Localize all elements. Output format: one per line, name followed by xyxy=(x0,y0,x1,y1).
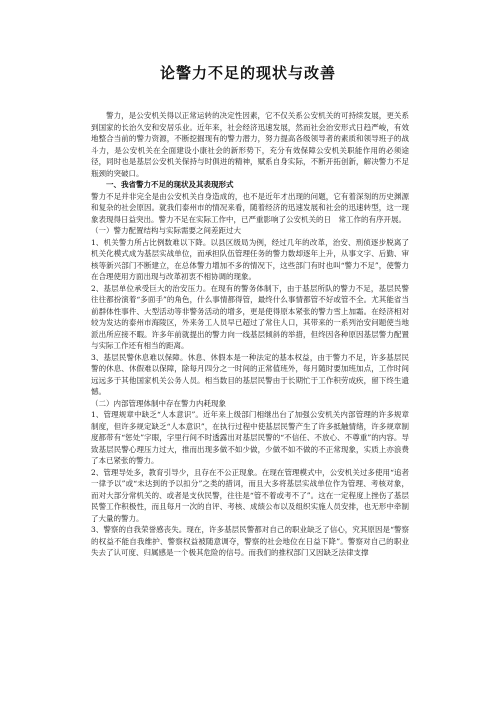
section-paragraph: 警力不足并非完全是由公安机关自身造成的，也不是近年才出现的问题，它有着深刻的历史渊源和复杂的社会原因。就我们泰州市的情况来看，随着经济的迅速发展和社会的迅速转型，这一现象表现得日益突出。警力不足在实际工作中，已严重影响了公安机关的日 常工作的有序开展。 xyxy=(91,191,409,224)
list-item: 1、机关警力所占比例数难以下降。以县区级局为例，经过几年的改革，治安、刑侦逐步脱离了机关化模式成为基层实战单位，而承担队伍管理任务的警力数却逐年上升，从事文字、后勤、审核等新兴部门不断建立，在总体警力增加不多的情况下，这些部门有时也叫“警力不足”，使警力在合理使用方面出现与改革初衷不相协调的现象。 xyxy=(91,237,409,281)
document-body xyxy=(91,110,409,559)
list-item: 1、管理规章中缺乏“人本意识”。近年来上级部门相继出台了加强公安机关内部管理的许多规章制度，但许多规定缺乏“人本意识”，在执行过程中使基层民警产生了许多抵触情绪，许多规章制度都带有“惩处”字眼，字里行间不时透露出对基层民警的“不信任、不放心、不尊重”的内容。导致基层民警心理压力过大，推而出现多做不如少做，少做不如不做的不正常现象，实质上亦浪费了本已紧张的警力。 xyxy=(91,410,409,465)
list-item: 3、基层民警休息难以保障。休息、休假本是一种法定的基本权益，由于警力不足，许多基层民警的休息、休假难以保障，除每月四分之一时间的正常值班外，每月随时要加班加点，工作时间远远多于其他国家机关公务人员。相当数目的基层民警由于长期忙于工作积劳成疾，留下终生遗憾。 xyxy=(91,352,409,396)
document-title: 论警力不足的现状与改善 xyxy=(159,64,336,82)
list-item: 2、基层单位承受巨大的治安压力。在现有的警务体制下，由于基层所队的警力不足，基层民警往往都扮演着“多面手”的角色，什么事情都得管，最终什么事情都管不好或管不全。尤其能省当前群体性事件、大型活动等非警务活动的增多，更是使得原本紧张的警力雪上加霜。在经济相对较为发达的泰州市海陵区，外来务工人员早已超过了常住人口，其带来的一系列治安问题使当地派出所应接不暇。许多年前就提出的警力向一线基层倾斜的举措，但终因各种原因基层警力配置与实际工作还有相当的距离。 xyxy=(91,283,409,350)
list-item: 2、管理导处多，教育引导少，且存在不公正现象。在现在管理模式中，公安机关过多使用“追者一律予以”或“未达到的予以扣分”之类的措词，而且大多将基层实战单位作为管理、考核对象，而对大部分常机关的、或者是支伙民警，往往是“管不着或考不了”。这在一定程度上挫伤了基层民警工作积极性，而且每月一次的自评、考核、成绩公布以及组织实施人员安排，也无形中牵制了大量的警力。 xyxy=(91,467,409,523)
intro-paragraph: 警力，是公安机关得以正常运转的决定性因素，它不仅关系公安机关的可持续发展，更关系到国家的长治久安和安居乐业。近年来，社会经济迅速发展，然而社会治安形式日趋严峻，有效地整合当前的警力资源，不断挖掘现有的警力潜力，努力提高各级领导者的素质和领导班子的战斗力，是公安机关在全面建设小康社会的新形势下，充分有效保障公安机关职能作用的必须途径，同时也是基层公安机关保持与时俱进的精神，赋系自身实际，不断开拓创新，解决警力不足瓶颈的突破口。 xyxy=(91,111,409,178)
subsection-heading: （一）警力配置结构与实际需要之间差距过大 xyxy=(91,226,241,235)
subsection-heading: （二）内部管理体制中存在警力内耗现象 xyxy=(91,398,226,408)
list-item: 3、警察的自我荣誉感丧失。现在，许多基层民警都对自己的职业缺乏了信心，究其原因是“警察的权益不能自我维护、警察权益被随意调夺，警察的社会地位在日益下降”。警察对自己的职业失去了认可度、归属感是一个极其危险的信号。而我们的推权部门又因缺乏法律支撑 xyxy=(91,525,409,557)
section-heading: 一、我省警力不足的现状及其表现形式 xyxy=(106,180,234,189)
